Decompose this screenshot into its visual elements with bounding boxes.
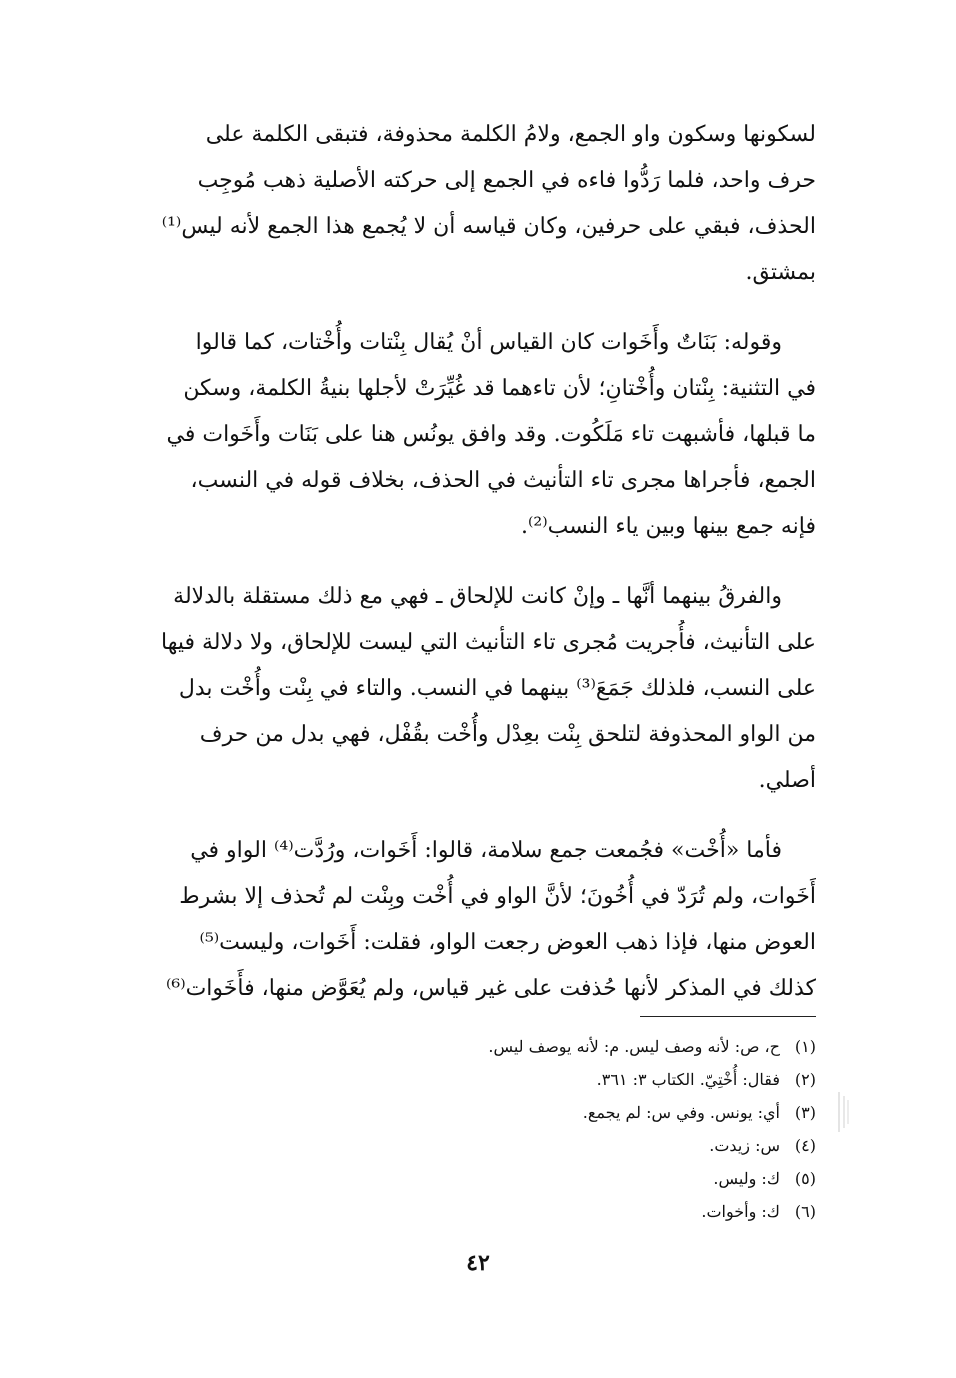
footnote <box>488 1162 816 1195</box>
text-line: على النسب، فلذلك جَمَعَ⁽³⁾ بينهما في النسب. والتاء في بِنْت وأُخْت بدل <box>178 676 816 701</box>
footnote-text: ح، ص: لأنه وصف ليس. م: لأنه يوصف ليس. <box>488 1037 780 1056</box>
footnote-number: (٣) <box>794 1103 816 1122</box>
footnote-separator <box>640 1016 816 1017</box>
text-line: بمشتق. <box>745 260 816 285</box>
main-text <box>100 112 816 1036</box>
footnote-number: (٦) <box>794 1202 816 1221</box>
footnote-text: أي: يونس. وفي س: لم يجمع. <box>582 1103 780 1122</box>
footnote-number: (٤) <box>794 1136 816 1155</box>
text-line: أصلي. <box>758 768 816 793</box>
footnote-number: (٢) <box>794 1070 816 1089</box>
footnote-number: (١) <box>794 1037 816 1056</box>
footnote <box>488 1129 816 1162</box>
paragraph-3 <box>100 574 816 804</box>
footnote <box>488 1063 816 1096</box>
footnote <box>488 1195 816 1228</box>
text-line: أَخَوات، ولم تُرَدّ في أُخُونَ؛ لأنَّ الواو في أُخْت وبِنْت لم تُحذف إلا بشرط <box>179 884 816 909</box>
text-line: على التأنيث، فأُجريت مُجرى تاء التأنيث التي ليست للإلحاق، ولا دلالة فيها <box>161 630 816 655</box>
footnote-number: (٥) <box>794 1169 816 1188</box>
text-line: لسكونها وسكون واو الجمع، ولامُ الكلمة محذوفة، فتبقى الكلمة على <box>205 122 816 147</box>
footnote-text: ك: وأخوات. <box>701 1202 780 1221</box>
text-line: والفرقُ بينهما أنَّها ـ وإنْ كانت للإلحاق ـ فهي مع ذلك مستقلة بالدلالة <box>173 584 782 609</box>
footnotes <box>488 1030 816 1228</box>
paragraph-1 <box>100 112 816 296</box>
text-line: حرف واحد، فلما رَدُّوا فاءه في الجمع إلى حركته الأصلية ذهب مُوجِب <box>197 168 816 193</box>
page-number: ٤٢ <box>466 1250 490 1276</box>
text-line: من الواو المحذوفة لتلحق بِنْت بعِدْل وأُخْت بقُفْل، فهي بدل من حرف <box>199 722 816 747</box>
scan-artifact-mark <box>836 1092 850 1132</box>
footnote-text: فقال: أُخْتِيّ. الكتاب ٣: ٣٦١. <box>596 1070 780 1089</box>
text-line: فأما «أُخْت» فجُمعت جمع سلامة، قالوا: أَخَوات، ورُدَّت⁽⁴⁾ الواو في <box>190 838 782 863</box>
text-line: وقوله: بَنَاتٌ وأَخَوات كان القياس أنْ يُقال بِنْتات وأُخْتات، كما قالوا <box>195 330 782 355</box>
paragraph-4 <box>100 828 816 1012</box>
text-line: الجمع، فأجراها مجرى تاء التأنيث في الحذف، بخلاف قوله في النسب، <box>190 468 816 493</box>
text-line: كذلك في المذكر لأنها حُذفت على غير قياس، ولم يُعَوَّض منها، فأَخَوات⁽⁶⁾ <box>165 976 816 1001</box>
footnote <box>488 1030 816 1063</box>
footnote-text: ك: وليس. <box>713 1169 780 1188</box>
text-line: ما قبلها، فأشبهت تاء مَلَكُوت. وقد وافق يونُس هنا على بَنَات وأَخَوات في <box>166 422 816 447</box>
text-line: العوض منها، فإذا ذهب العوض رجعت الواو، فقلت: أَخَوات، وليست⁽⁵⁾ <box>199 930 816 955</box>
paragraph-2 <box>100 320 816 550</box>
text-line: في التثنية: بِنْتان وأُخْتانِ؛ لأن تاءهما قد غُيِّرَتْ لأجلها بنيةُ الكلمة، وسكن <box>183 376 816 401</box>
text-line: الحذف، فبقي على حرفين، وكان قياسه أن لا يُجمع هذا الجمع لأنه ليس⁽¹⁾ <box>161 214 816 239</box>
footnote <box>488 1096 816 1129</box>
text-line: فإنه جمع بينها وبين ياء النسب⁽²⁾. <box>521 514 816 539</box>
footnote-text: س: زيدت. <box>709 1136 780 1155</box>
